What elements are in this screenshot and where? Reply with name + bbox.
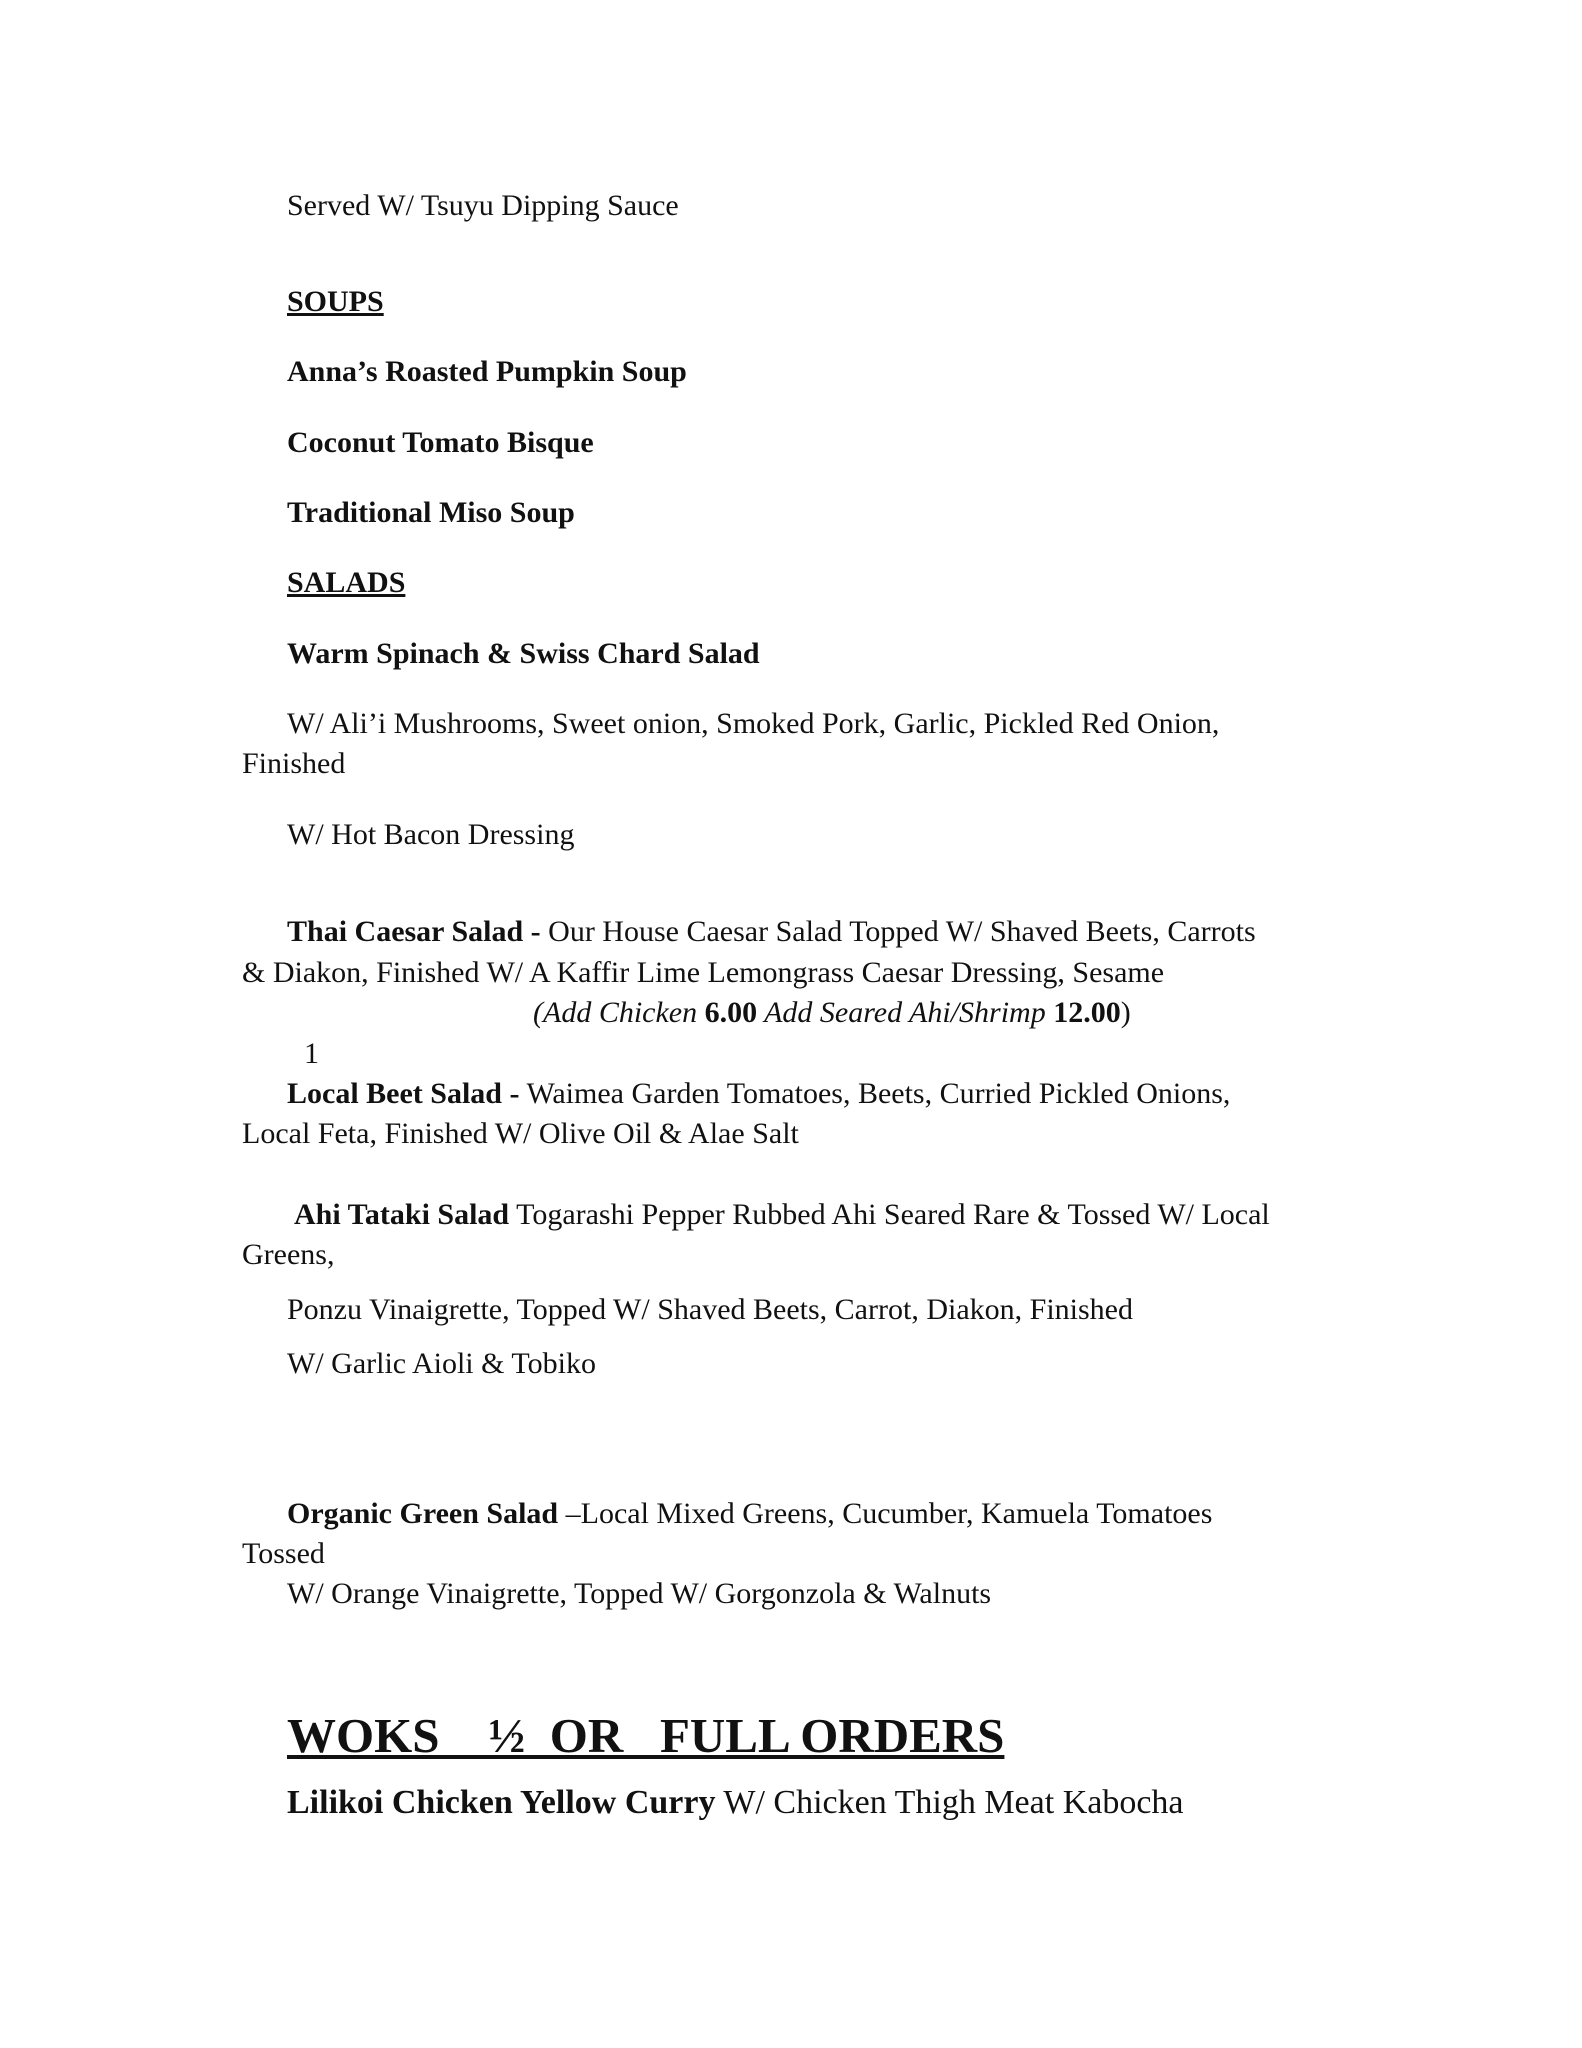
- addon-ahi-price: 12.00: [1053, 996, 1121, 1029]
- thai-caesar-line: [287, 912, 1256, 952]
- organic-salad-desc: Tossed: [242, 1537, 325, 1570]
- organic-salad-desc: W/ Orange Vinaigrette, Topped W/ Gorgonzola & Walnuts: [287, 1577, 992, 1610]
- thai-caesar-desc: Our House Caesar Salad Topped W/ Shaved Beets, Carrots: [540, 915, 1256, 948]
- soup-pumpkin: Anna’s Roasted Pumpkin Soup: [287, 355, 687, 388]
- soup-miso: Traditional Miso Soup: [287, 496, 575, 529]
- organic-salad-desc: –Local Mixed Greens, Cucumber, Kamuela Tomatoes: [558, 1497, 1213, 1530]
- addon-chicken-label: (Add Chicken: [533, 996, 705, 1029]
- warm-spinach-name: Warm Spinach & Swiss Chard Salad: [287, 637, 760, 670]
- tsuyu-note: Served W/ Tsuyu Dipping Sauce: [287, 189, 679, 222]
- organic-salad-name: Organic Green Salad: [287, 1497, 559, 1530]
- organic-salad-line: [287, 1494, 1212, 1534]
- salads-heading: SALADS: [287, 566, 406, 599]
- thai-caesar-name: Thai Caesar Salad -: [287, 915, 541, 948]
- addon-ahi-label: Add Seared Ahi/Shrimp: [757, 996, 1054, 1029]
- ahi-tataki-line: [294, 1195, 1270, 1235]
- ahi-tataki-desc: Greens,: [242, 1238, 335, 1271]
- warm-spinach-desc: W/ Hot Bacon Dressing: [287, 818, 575, 851]
- ahi-tataki-name: Ahi Tataki Salad: [294, 1198, 510, 1231]
- beet-salad-desc: Waimea Garden Tomatoes, Beets, Curried Pickled Onions,: [519, 1077, 1231, 1110]
- woks-heading: WOKS ½ OR FULL ORDERS: [287, 1708, 1005, 1763]
- thai-caesar-desc: & Diakon, Finished W/ A Kaffir Lime Lemongrass Caesar Dressing, Sesame: [242, 956, 1165, 989]
- thai-caesar-addons: [533, 993, 1131, 1033]
- curry-line: [287, 1781, 1184, 1825]
- addon-chicken-price: 6.00: [704, 996, 758, 1029]
- curry-name: Lilikoi Chicken Yellow Curry: [287, 1784, 716, 1821]
- curry-desc: W/ Chicken Thigh Meat Kabocha: [715, 1784, 1184, 1821]
- ahi-tataki-desc: Togarashi Pepper Rubbed Ahi Seared Rare & Tossed W/ Local: [509, 1198, 1270, 1231]
- addon-close: ): [1120, 996, 1131, 1029]
- warm-spinach-desc: Finished: [242, 747, 346, 780]
- beet-salad-desc: Local Feta, Finished W/ Olive Oil & Alae Salt: [242, 1117, 799, 1150]
- beet-salad-line: [287, 1074, 1230, 1114]
- beet-salad-name: Local Beet Salad -: [287, 1077, 520, 1110]
- warm-spinach-desc: W/ Ali’i Mushrooms, Sweet onion, Smoked Pork, Garlic, Pickled Red Onion,: [287, 707, 1220, 740]
- soup-bisque: Coconut Tomato Bisque: [287, 426, 594, 459]
- ahi-tataki-desc: W/ Garlic Aioli & Tobiko: [287, 1347, 596, 1380]
- page-marker: 1: [304, 1037, 319, 1070]
- soups-heading: SOUPS: [287, 285, 384, 318]
- ahi-tataki-desc: Ponzu Vinaigrette, Topped W/ Shaved Beets, Carrot, Diakon, Finished: [287, 1293, 1133, 1326]
